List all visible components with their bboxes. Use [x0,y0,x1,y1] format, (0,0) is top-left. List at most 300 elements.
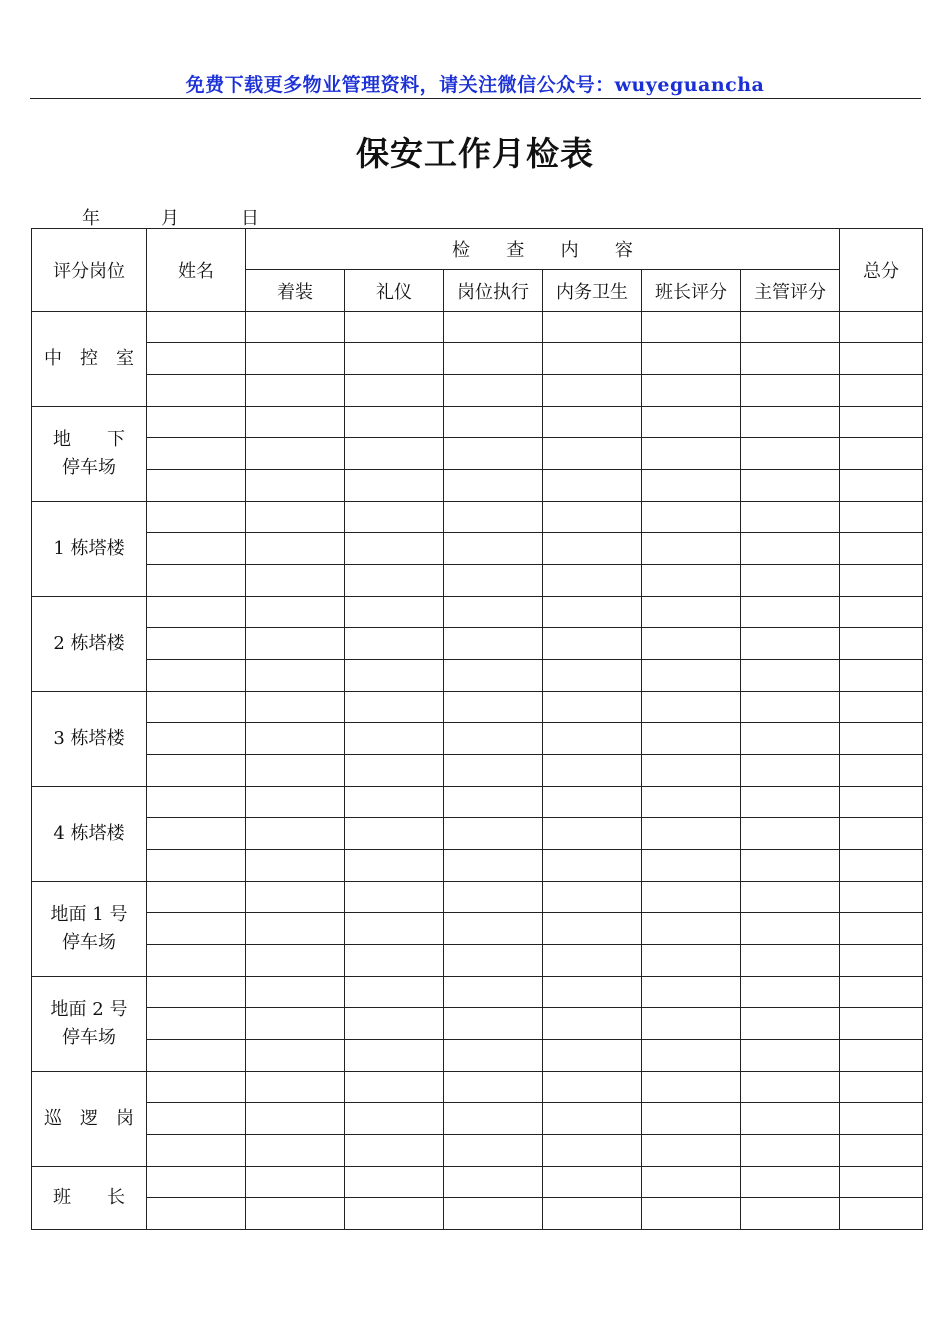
score-cell[interactable] [642,850,741,882]
score-cell[interactable] [246,343,345,375]
score-cell[interactable] [741,565,840,597]
post-label-cell [32,502,147,597]
name-cell[interactable] [147,375,246,407]
score-cell[interactable] [741,533,840,565]
score-cell[interactable] [444,502,543,533]
name-cell[interactable] [147,913,246,945]
score-cell[interactable] [444,470,543,502]
score-cell[interactable] [543,1072,642,1103]
score-cell[interactable] [246,533,345,565]
post-label: 地面 2 号 [50,999,128,1020]
table-row [32,1040,923,1072]
date-day-label: 日 [241,208,259,229]
score-cell[interactable] [543,470,642,502]
score-cell[interactable] [741,692,840,723]
score-cell[interactable] [444,882,543,913]
score-cell[interactable] [642,470,741,502]
score-cell[interactable] [345,818,444,850]
total-cell[interactable] [840,850,923,882]
score-cell[interactable] [246,1008,345,1040]
header-item-housekeeping: 内务卫生 [543,270,642,312]
score-cell[interactable] [444,312,543,343]
total-cell[interactable] [840,723,923,755]
table-body [32,312,923,1230]
score-cell[interactable] [444,850,543,882]
name-cell[interactable] [147,850,246,882]
header-item-leader-score: 班长评分 [642,270,741,312]
score-cell[interactable] [444,1167,543,1198]
score-cell[interactable] [642,1135,741,1167]
score-cell[interactable] [345,945,444,977]
score-cell[interactable] [543,312,642,343]
name-cell[interactable] [147,565,246,597]
name-cell[interactable] [147,1008,246,1040]
score-cell[interactable] [345,850,444,882]
score-cell[interactable] [741,1198,840,1230]
score-cell[interactable] [543,977,642,1008]
score-cell[interactable] [246,818,345,850]
post-label-cell [32,787,147,882]
name-cell[interactable] [147,818,246,850]
score-cell[interactable] [642,755,741,787]
header-item-attire: 着装 [246,270,345,312]
post-label: 1 栋塔楼 [53,538,125,559]
score-cell[interactable] [741,818,840,850]
name-cell[interactable] [147,787,246,818]
score-cell[interactable] [543,597,642,628]
table-row [32,755,923,787]
score-cell[interactable] [543,1103,642,1135]
table-row [32,343,923,375]
table-row [32,375,923,407]
score-cell[interactable] [543,850,642,882]
score-cell[interactable] [246,1040,345,1072]
score-cell[interactable] [741,977,840,1008]
score-cell[interactable] [642,312,741,343]
score-cell[interactable] [444,343,543,375]
score-cell[interactable] [345,407,444,438]
name-cell[interactable] [147,470,246,502]
total-cell[interactable] [840,755,923,787]
score-cell[interactable] [246,375,345,407]
score-cell[interactable] [345,312,444,343]
name-cell[interactable] [147,1167,246,1198]
score-cell[interactable] [345,438,444,470]
name-cell[interactable] [147,1103,246,1135]
score-cell[interactable] [543,1040,642,1072]
score-cell[interactable] [444,565,543,597]
table-row [32,787,923,818]
total-cell[interactable] [840,407,923,438]
score-cell[interactable] [741,913,840,945]
score-cell[interactable] [741,628,840,660]
score-cell[interactable] [345,1040,444,1072]
score-cell[interactable] [741,502,840,533]
score-cell[interactable] [345,913,444,945]
total-cell[interactable] [840,533,923,565]
table-row [32,438,923,470]
score-cell[interactable] [543,533,642,565]
name-cell[interactable] [147,628,246,660]
score-cell[interactable] [642,692,741,723]
score-cell[interactable] [345,1072,444,1103]
score-cell[interactable] [246,628,345,660]
name-cell[interactable] [147,597,246,628]
total-cell[interactable] [840,1198,923,1230]
score-cell[interactable] [543,692,642,723]
post-label: 4 栋塔楼 [53,823,125,844]
score-cell[interactable] [543,1167,642,1198]
score-cell[interactable] [642,660,741,692]
score-cell[interactable] [345,375,444,407]
score-cell[interactable] [345,502,444,533]
page-title: 保安工作月检表 [356,134,594,173]
score-cell[interactable] [444,787,543,818]
score-cell[interactable] [444,1008,543,1040]
score-cell[interactable] [246,660,345,692]
total-cell[interactable] [840,1167,923,1198]
score-cell[interactable] [246,407,345,438]
total-cell[interactable] [840,660,923,692]
score-cell[interactable] [444,533,543,565]
score-cell[interactable] [741,1040,840,1072]
header-post: 评分岗位 [32,229,147,312]
total-cell[interactable] [840,343,923,375]
score-cell[interactable] [741,882,840,913]
table-row [32,945,923,977]
score-cell[interactable] [246,882,345,913]
score-cell[interactable] [444,818,543,850]
table-row [32,312,923,343]
score-cell[interactable] [741,597,840,628]
name-cell[interactable] [147,882,246,913]
score-cell[interactable] [444,375,543,407]
score-cell[interactable] [543,438,642,470]
total-cell[interactable] [840,597,923,628]
total-cell[interactable] [840,502,923,533]
header-item-supervisor-score: 主管评分 [741,270,840,312]
score-cell[interactable] [246,1072,345,1103]
table-row [32,692,923,723]
total-cell[interactable] [840,312,923,343]
score-cell[interactable] [345,787,444,818]
inspection-table [31,228,923,1230]
total-cell[interactable] [840,1040,923,1072]
name-cell[interactable] [147,660,246,692]
name-cell[interactable] [147,438,246,470]
score-cell[interactable] [642,597,741,628]
score-cell[interactable] [246,850,345,882]
table-row [32,470,923,502]
score-cell[interactable] [444,407,543,438]
table-row [32,1198,923,1230]
name-cell[interactable] [147,723,246,755]
score-cell[interactable] [543,723,642,755]
download-banner: 免费下载更多物业管理资料，请关注微信公众号：wuyeguancha [185,74,765,96]
score-cell[interactable] [543,1008,642,1040]
score-cell[interactable] [741,787,840,818]
post-label: 地面 1 号 [50,904,128,925]
score-cell[interactable] [642,628,741,660]
table-row [32,1103,923,1135]
post-label: 停车场 [62,932,116,953]
header-rule [30,98,921,99]
score-cell[interactable] [246,438,345,470]
score-cell[interactable] [543,407,642,438]
post-label-cell [32,597,147,692]
score-cell[interactable] [345,1167,444,1198]
score-cell[interactable] [741,945,840,977]
score-cell[interactable] [345,1198,444,1230]
post-label: 地 下 [53,429,125,450]
score-cell[interactable] [543,1198,642,1230]
score-cell[interactable] [642,723,741,755]
date-year-label: 年 [82,208,100,229]
score-cell[interactable] [741,470,840,502]
table-row [32,913,923,945]
score-cell[interactable] [642,565,741,597]
name-cell[interactable] [147,1072,246,1103]
score-cell[interactable] [543,755,642,787]
score-cell[interactable] [345,343,444,375]
post-label: 停车场 [62,457,116,478]
total-cell[interactable] [840,1103,923,1135]
score-cell[interactable] [741,407,840,438]
score-cell[interactable] [741,660,840,692]
score-cell[interactable] [246,312,345,343]
total-cell[interactable] [840,565,923,597]
score-cell[interactable] [741,850,840,882]
score-cell[interactable] [741,343,840,375]
score-cell[interactable] [642,407,741,438]
total-cell[interactable] [840,1072,923,1103]
total-cell[interactable] [840,818,923,850]
score-cell[interactable] [642,502,741,533]
score-cell[interactable] [741,755,840,787]
table-row [32,660,923,692]
score-cell[interactable] [444,628,543,660]
score-cell[interactable] [543,913,642,945]
total-cell[interactable] [840,628,923,660]
score-cell[interactable] [345,470,444,502]
score-cell[interactable] [642,1167,741,1198]
post-label-cell [32,1167,147,1230]
score-cell[interactable] [444,755,543,787]
table-row [32,533,923,565]
score-cell[interactable] [642,533,741,565]
score-cell[interactable] [543,375,642,407]
total-cell[interactable] [840,1008,923,1040]
score-cell[interactable] [345,565,444,597]
score-cell[interactable] [741,1072,840,1103]
score-cell[interactable] [642,818,741,850]
score-cell[interactable] [444,977,543,1008]
header-inspection-content: 检 查 内 容 [246,229,840,270]
total-cell[interactable] [840,692,923,723]
score-cell[interactable] [642,438,741,470]
score-cell[interactable] [741,438,840,470]
post-label: 中 控 室 [44,348,134,369]
score-cell[interactable] [246,1198,345,1230]
score-cell[interactable] [642,1072,741,1103]
name-cell[interactable] [147,1135,246,1167]
table-row [32,723,923,755]
score-cell[interactable] [444,1198,543,1230]
score-cell[interactable] [741,1167,840,1198]
table-row [32,565,923,597]
score-cell[interactable] [345,1008,444,1040]
score-cell[interactable] [642,1008,741,1040]
score-cell[interactable] [246,787,345,818]
score-cell[interactable] [444,1072,543,1103]
score-cell[interactable] [246,977,345,1008]
score-cell[interactable] [246,945,345,977]
post-label: 班 长 [53,1187,125,1208]
header-total: 总分 [840,229,923,312]
post-label-cell [32,882,147,977]
score-cell[interactable] [345,882,444,913]
score-cell[interactable] [543,502,642,533]
header-name: 姓名 [147,229,246,312]
score-cell[interactable] [543,945,642,977]
total-cell[interactable] [840,882,923,913]
score-cell[interactable] [246,565,345,597]
total-cell[interactable] [840,438,923,470]
post-label: 巡 逻 岗 [44,1108,134,1129]
score-cell[interactable] [444,723,543,755]
score-cell[interactable] [246,1135,345,1167]
score-cell[interactable] [741,375,840,407]
score-cell[interactable] [741,1135,840,1167]
score-cell[interactable] [741,1008,840,1040]
score-cell[interactable] [444,1135,543,1167]
header-item-post-execution: 岗位执行 [444,270,543,312]
score-cell[interactable] [543,1135,642,1167]
score-cell[interactable] [543,628,642,660]
score-cell[interactable] [345,1103,444,1135]
score-cell[interactable] [642,343,741,375]
total-cell[interactable] [840,375,923,407]
score-cell[interactable] [246,913,345,945]
score-cell[interactable] [345,755,444,787]
post-label-cell [32,312,147,407]
score-cell[interactable] [345,692,444,723]
score-cell[interactable] [642,882,741,913]
score-cell[interactable] [345,723,444,755]
table-row [32,882,923,913]
total-cell[interactable] [840,1135,923,1167]
name-cell[interactable] [147,533,246,565]
table-row [32,597,923,628]
score-cell[interactable] [246,1167,345,1198]
score-cell[interactable] [543,660,642,692]
score-cell[interactable] [246,755,345,787]
table-row [32,1008,923,1040]
score-cell[interactable] [642,977,741,1008]
score-cell[interactable] [642,945,741,977]
table-row [32,1135,923,1167]
table-row [32,1072,923,1103]
post-label: 停车场 [62,1027,116,1048]
table-row [32,407,923,438]
score-cell[interactable] [642,1103,741,1135]
score-cell[interactable] [543,565,642,597]
table-row [32,502,923,533]
score-cell[interactable] [246,723,345,755]
name-cell[interactable] [147,407,246,438]
post-label-cell [32,1072,147,1167]
score-cell[interactable] [642,787,741,818]
name-cell[interactable] [147,755,246,787]
score-cell[interactable] [444,597,543,628]
table-row [32,977,923,1008]
score-cell[interactable] [345,597,444,628]
name-cell[interactable] [147,1198,246,1230]
post-label-cell [32,407,147,502]
name-cell[interactable] [147,1040,246,1072]
name-cell[interactable] [147,502,246,533]
name-cell[interactable] [147,312,246,343]
total-cell[interactable] [840,913,923,945]
table-row [32,850,923,882]
table-row [32,818,923,850]
score-cell[interactable] [444,913,543,945]
total-cell[interactable] [840,945,923,977]
score-cell[interactable] [741,723,840,755]
score-cell[interactable] [246,1103,345,1135]
date-month-label: 月 [161,208,179,229]
score-cell[interactable] [345,1135,444,1167]
name-cell[interactable] [147,945,246,977]
score-cell[interactable] [444,1040,543,1072]
score-cell[interactable] [345,977,444,1008]
score-cell[interactable] [642,1198,741,1230]
name-cell[interactable] [147,977,246,1008]
score-cell[interactable] [444,945,543,977]
header-item-etiquette: 礼仪 [345,270,444,312]
total-cell[interactable] [840,787,923,818]
score-cell[interactable] [246,692,345,723]
score-cell[interactable] [543,343,642,375]
name-cell[interactable] [147,343,246,375]
score-cell[interactable] [543,818,642,850]
score-cell[interactable] [444,1103,543,1135]
score-cell[interactable] [642,913,741,945]
score-cell[interactable] [543,882,642,913]
score-cell[interactable] [444,660,543,692]
total-cell[interactable] [840,977,923,1008]
post-label-cell [32,692,147,787]
score-cell[interactable] [642,1040,741,1072]
score-cell[interactable] [345,660,444,692]
score-cell[interactable] [345,533,444,565]
score-cell[interactable] [543,787,642,818]
table-row [32,628,923,660]
score-cell[interactable] [246,470,345,502]
score-cell[interactable] [642,375,741,407]
score-cell[interactable] [246,597,345,628]
score-cell[interactable] [741,312,840,343]
total-cell[interactable] [840,470,923,502]
name-cell[interactable] [147,692,246,723]
score-cell[interactable] [741,1103,840,1135]
post-label: 2 栋塔楼 [53,633,125,654]
score-cell[interactable] [444,692,543,723]
score-cell[interactable] [345,628,444,660]
score-cell[interactable] [444,438,543,470]
post-label-cell [32,977,147,1072]
score-cell[interactable] [246,502,345,533]
